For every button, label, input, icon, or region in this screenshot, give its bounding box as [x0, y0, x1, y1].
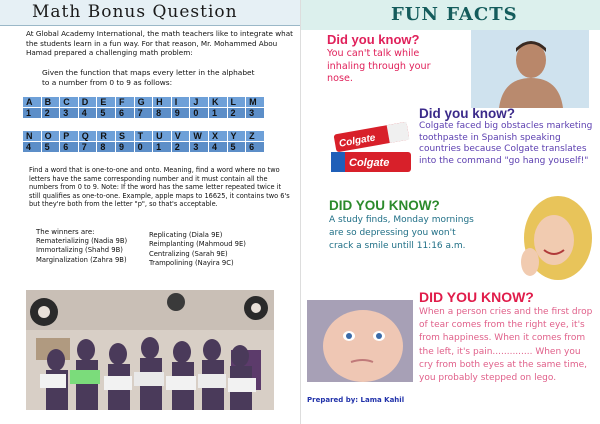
cipher-cell: 7	[78, 142, 97, 153]
winners-column-2	[149, 231, 246, 268]
cipher-cell: 5	[227, 142, 246, 153]
winner-item: Marginalization (Zahra 9B)	[36, 255, 127, 264]
winner-item: Rematerializing (Nadia 9B)	[36, 237, 128, 245]
cipher-cell: Z	[246, 131, 265, 142]
cipher-cell: 7	[134, 108, 153, 119]
cipher-cell: L	[227, 97, 246, 108]
right-page-header	[301, 0, 600, 30]
cipher-cell: 0	[134, 142, 153, 153]
cipher-cell: 2	[227, 108, 246, 119]
breathing-man-photo	[471, 30, 589, 108]
svg-text:Colgate: Colgate	[338, 132, 377, 150]
crying-baby-photo	[307, 300, 413, 382]
winners-group-photo	[26, 290, 274, 410]
cipher-cell: 1	[208, 108, 227, 119]
fact-4-heading: DID YOU KNOW?	[419, 289, 534, 305]
cipher-cell: 4	[78, 108, 97, 119]
cipher-cell: 5	[41, 142, 60, 153]
fact-3-body: A study finds, Monday mornings are so depressing you won't crack a smile untill 11:16 a.m.	[329, 215, 474, 252]
cipher-cell: 3	[246, 108, 265, 119]
winner-item: Replicating (Diala 9E)	[149, 231, 223, 239]
cipher-cell: X	[208, 131, 227, 142]
cipher-cell: J	[190, 97, 209, 108]
intro-paragraph: At Global Academy International, the math teachers like to integrate what the students learn in a fun way. For that reason, Mr. Mohammed Abou Hamad prepared a challenging math problem:	[26, 29, 293, 58]
fact-1-heading: Did you know?	[327, 32, 420, 47]
cipher-cell: E	[97, 97, 116, 108]
cipher-cell: U	[153, 131, 172, 142]
cipher-cell: R	[97, 131, 116, 142]
cipher-cell: 1	[23, 108, 42, 119]
given-paragraph: Given the function that maps every letter in the alphabet to a number from 0 to 9 as follows:	[42, 68, 255, 87]
cipher-cell: 8	[97, 142, 116, 153]
winners-heading: The winners are:	[36, 228, 95, 236]
cipher-cell: S	[115, 131, 134, 142]
cipher-cell: I	[171, 97, 190, 108]
fact-2-heading: Did you know?	[419, 106, 515, 121]
cipher-cell: V	[171, 131, 190, 142]
cipher-cell: 4	[208, 142, 227, 153]
cipher-cell: 0	[190, 108, 209, 119]
fact-2-body: Colgate faced big obstacles marketing toothpaste in Spanish speaking countries because Colgate translates into the command "go hang youself!"	[419, 121, 593, 166]
colgate-toothpaste-image	[329, 120, 415, 176]
cipher-cell: O	[41, 131, 60, 142]
cipher-cell: W	[190, 131, 209, 142]
cipher-cell: 2	[171, 142, 190, 153]
fun-facts-title: FUN FACTS	[391, 4, 518, 25]
left-page-header	[0, 0, 300, 26]
cipher-cell: F	[115, 97, 134, 108]
cipher-cell: P	[60, 131, 79, 142]
fact-3-heading: DID YOU KNOW?	[329, 198, 440, 213]
fact-4-body: When a person cries and the first drop of tear comes from the right eye, it's from happiness. When it comes from the left, it's pain.............. When you cry from both eyes at the same time, you probably stepped on lego.	[419, 307, 593, 384]
cipher-cell: A	[23, 97, 42, 108]
cipher-cell: K	[208, 97, 227, 108]
cipher-cell: 6	[115, 108, 134, 119]
cipher-cell: 9	[115, 142, 134, 153]
cipher-cell: 3	[190, 142, 209, 153]
winners-column-1	[36, 237, 127, 265]
task-paragraph: Find a word that is one-to-one and onto. Meaning, find a word where no two letters have the same corresponding number and it must contain all the numbers from 0 to 9. Note: If the word has the same letter repeated twice it still qualifies as one-to-one. Example, apple maps to 16625, it contains two 6's but they're both from the letter "p", so that's acceptable.	[29, 166, 290, 209]
cipher-cell: 9	[171, 108, 190, 119]
winner-item: Immortalizing (Shahd 9B)	[36, 246, 123, 255]
cipher-cell: M	[246, 97, 265, 108]
cipher-cell: 3	[60, 108, 79, 119]
cipher-cell: N	[23, 131, 42, 142]
cipher-cell: G	[134, 97, 153, 108]
right-page	[300, 0, 600, 424]
cipher-cell: 5	[97, 108, 116, 119]
cipher-cell: 8	[153, 108, 172, 119]
winner-item: Centralizing (Sarah 9E)	[149, 249, 228, 258]
winner-item: Reimplanting (Mahmoud 9E)	[149, 240, 246, 249]
cipher-cell: 6	[60, 142, 79, 153]
cipher-cell: B	[41, 97, 60, 108]
cipher-cell: D	[78, 97, 97, 108]
winner-item: Trampolining (Nayira 9C)	[149, 258, 234, 267]
svg-text:Colgate: Colgate	[349, 157, 390, 169]
cipher-cell: 2	[41, 108, 60, 119]
cipher-cell: Y	[227, 131, 246, 142]
prepared-by-credit: Prepared by: Lama Kahil	[307, 396, 405, 404]
cipher-cell: Q	[78, 131, 97, 142]
cipher-table-n-z	[22, 130, 265, 153]
page-title: Math Bonus Question	[32, 2, 238, 22]
cipher-cell: H	[153, 97, 172, 108]
fact-1-body: You can't talk while inhaling through your nose.	[327, 48, 431, 85]
cipher-table-a-m	[22, 96, 265, 119]
cipher-cell: C	[60, 97, 79, 108]
cipher-cell: 6	[246, 142, 265, 153]
smiling-woman-photo	[506, 188, 596, 284]
cipher-cell: T	[134, 131, 153, 142]
cipher-cell: 1	[153, 142, 172, 153]
cipher-cell: 4	[23, 142, 42, 153]
